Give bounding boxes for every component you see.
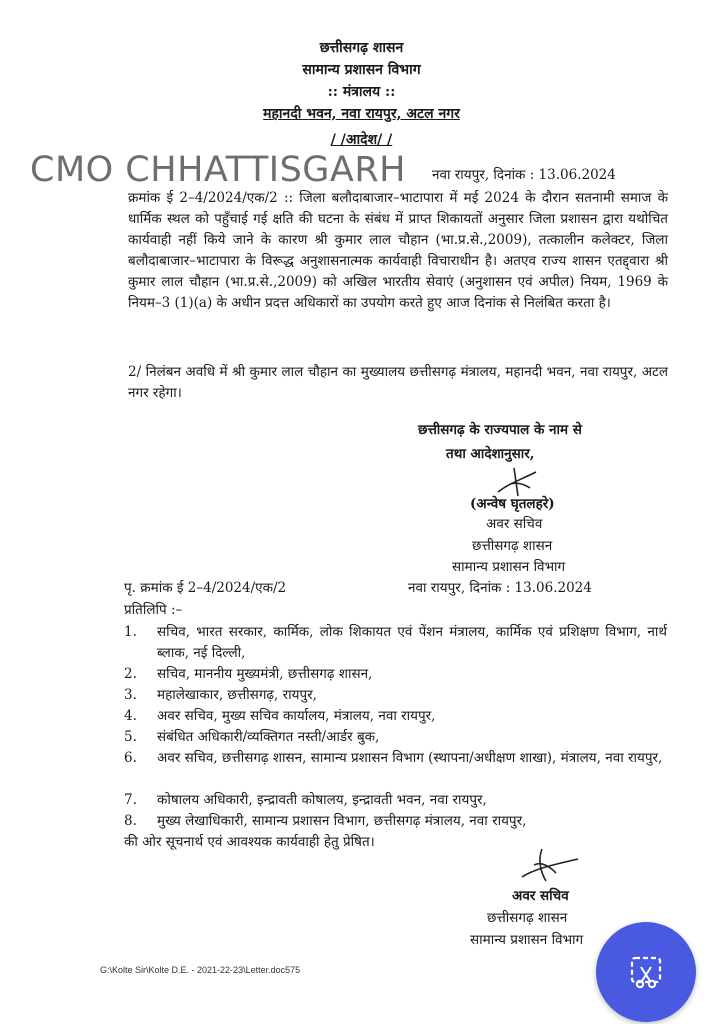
- signatory-govt: छत्तीसगढ़ शासन: [472, 538, 553, 554]
- header-dept: सामान्य प्रशासन विभाग: [302, 62, 421, 78]
- watermark: CMO CHHATTISGARH: [30, 150, 406, 190]
- list-item-number: 8.: [124, 813, 137, 829]
- signature-2: [512, 845, 592, 885]
- signatory2-dept: सामान्य प्रशासन विभाग: [470, 932, 584, 948]
- crop-share-button[interactable]: [596, 922, 696, 1022]
- list-item: सचिव, माननीय मुख्यमंत्री, छत्तीसगढ़ शासन,: [157, 666, 373, 682]
- list-item-number: 4.: [124, 708, 137, 724]
- list-item: महालेखाकार, छत्तीसगढ़, रायपुर,: [157, 687, 317, 703]
- signatory-designation: अवर सचिव: [486, 516, 543, 532]
- header-address: महानदी भवन, नवा रायपुर, अटल नगर: [263, 106, 460, 122]
- order-title: / /आदेश/ /: [330, 132, 393, 148]
- list-item: सचिव, भारत सरकार, कार्मिक, लोक शिकायत एवं पेंशन मंत्रालय, कार्मिक एवं प्रशिक्षण विभाग, नार्थ ब्लाक, नई दिल्ली,: [157, 624, 667, 661]
- list-item-number: 6.: [124, 750, 137, 766]
- copy-label: प्रतिलिपि :–: [124, 602, 183, 618]
- closing-line: की ओर सूचनार्थ एवं आवश्यक कार्यवाही हेतु प्रेषित।: [124, 834, 375, 850]
- list-item-number: 1.: [124, 624, 137, 640]
- scissors-crop-icon: [626, 952, 666, 992]
- order-line: तथा आदेशानुसार,: [446, 446, 535, 462]
- list-item-number: 5.: [124, 729, 137, 745]
- list-item-number: 3.: [124, 687, 137, 703]
- endorsement-ref: पृ. क्रमांक ई 2–4/2024/एक/2: [124, 580, 287, 596]
- date-line: नवा रायपुर, दिनांक : 13.06.2024: [432, 167, 616, 183]
- signatory2-govt: छत्तीसगढ़ शासन: [487, 910, 568, 926]
- order-paragraph-1: क्रमांक ई 2–4/2024/एक/2 :: जिला बलौदाबाजार–भाटापारा में मई 2024 के दौरान सतनामी समाज के धार्मिक स्थल को पहुँचाई गई क्षति की घटना के संबंध में प्राप्त शिकायतों अनुसार जिला प्रशासन द्वारा यथोचित कार्यवाही नहीं किये जाने के कारण श्री कुमार लाल चौहान (भा.प्र.से.,2009), तत्कालीन कलेक्टर, जिला बलौदाबाजार–भाटापारा के विरूद्ध अनुशासनात्मक कार्यवाही विचाराधीन है। अतएव राज्य शासन एतद्द्वारा श्री कुमार लाल चौहान (भा.प्र.से.,2009) को अखिल भारतीय सेवाएं (अनुशासन एवं अपील) नियम, 1969 के नियम–3 (1)(a) के अधीन प्रदत्त अधिकारों का उपयोग करते हुए आज दिनांक से निलंबित करता है।: [128, 190, 668, 311]
- list-item: संबंधित अधिकारी/व्यक्तिगत नस्ती/आर्डर बुक,: [157, 729, 380, 745]
- list-item-number: 2.: [124, 666, 137, 682]
- signatory-name: (अन्वेष घृतलहरे): [470, 496, 555, 512]
- order-paragraph-2: 2/ निलंबन अवधि में श्री कुमार लाल चौहान का मुख्यालय छत्तीसगढ़ मंत्रालय, महानदी भवन, नवा रायपुर, अटल नगर रहेगा।: [128, 364, 668, 401]
- list-item: मुख्य लेखाधिकारी, सामान्य प्रशासन विभाग, छत्तीसगढ़ मंत्रालय, नवा रायपुर,: [157, 813, 527, 829]
- signatory-dept: सामान्य प्रशासन विभाग: [452, 559, 566, 575]
- list-item-number: 7.: [124, 792, 137, 808]
- governor-line: छत्तीसगढ़ के राज्यपाल के नाम से: [418, 422, 582, 438]
- list-item: अवर सचिव, मुख्य सचिव कार्यालय, मंत्रालय, नवा रायपुर,: [157, 708, 436, 724]
- endorsement-date: नवा रायपुर, दिनांक : 13.06.2024: [408, 580, 592, 596]
- footer-file-path: G:\Kolte Sir\Kolte D.E. - 2021-22-23\Letter.doc575: [100, 965, 301, 975]
- header-ministry: :: मंत्रालय ::: [327, 84, 396, 100]
- list-item: अवर सचिव, छत्तीसगढ़ शासन, सामान्य प्रशासन विभाग (स्थापना/अधीक्षण शाखा), मंत्रालय, नवा रायपुर,: [157, 750, 663, 766]
- signatory2-designation: अवर सचिव: [512, 888, 569, 904]
- header-govt: छत्तीसगढ़ शासन: [319, 40, 404, 56]
- list-item: कोषालय अधिकारी, इन्द्रावती कोषालय, इन्द्रावती भवन, नवा रायपुर,: [157, 792, 487, 808]
